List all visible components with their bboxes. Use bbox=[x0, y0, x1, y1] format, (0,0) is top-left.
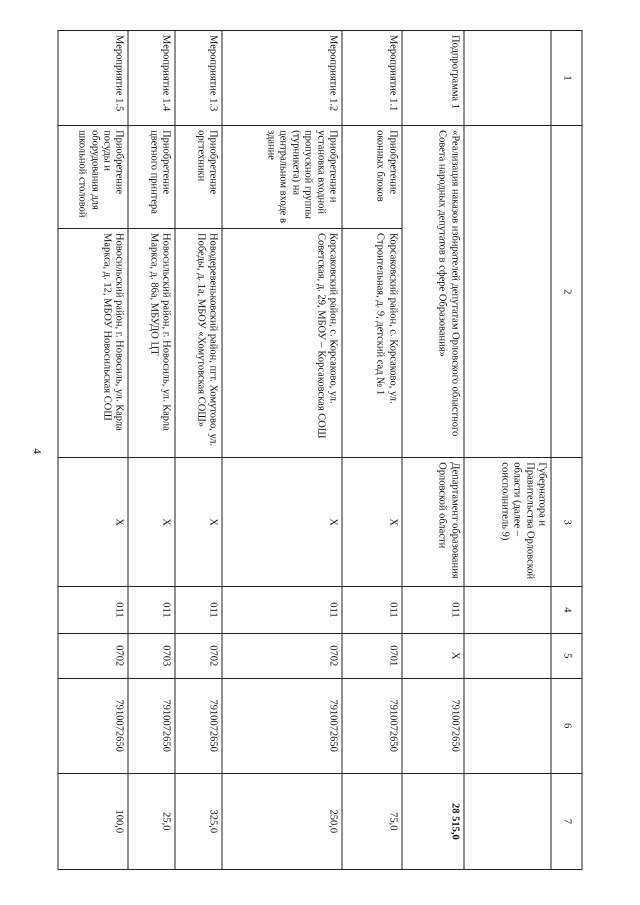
table-row bbox=[175, 31, 222, 870]
subprogram-csr: 7910072650 bbox=[402, 678, 464, 773]
table-row bbox=[58, 31, 129, 870]
subprogram-amount: 28 515,0 bbox=[402, 773, 464, 869]
row-rzpr: 0702 bbox=[222, 633, 342, 678]
row-executor: X bbox=[342, 458, 402, 587]
row-csr: 7910072650 bbox=[222, 678, 342, 773]
row-id: Мероприятие 1.2 bbox=[222, 31, 342, 126]
row-grbs: 011 bbox=[342, 586, 402, 633]
row-executor: X bbox=[129, 458, 176, 587]
row-amount: 75,0 bbox=[342, 773, 402, 869]
header-col-6: 6 bbox=[551, 678, 582, 773]
row-rzpr: 0702 bbox=[175, 633, 222, 678]
row-rzpr: 0703 bbox=[129, 633, 176, 678]
row-name: Приобретение посуды и оборудования для школьной столовой bbox=[58, 126, 129, 229]
table-row bbox=[129, 31, 176, 870]
row-id: Мероприятие 1.3 bbox=[175, 31, 222, 126]
row-csr: 7910072650 bbox=[175, 678, 222, 773]
rotated-table-container bbox=[58, 30, 583, 870]
header-col-4: 4 bbox=[551, 586, 582, 633]
subprogram-executor: Департамент образования Орловской области bbox=[402, 458, 464, 587]
row-executor: X bbox=[175, 458, 222, 587]
header-col-7: 7 bbox=[551, 773, 582, 869]
subprogram-rzpr: X bbox=[402, 633, 464, 678]
row-name: Приобретение цветного принтера bbox=[129, 126, 176, 229]
row-amount: 250,0 bbox=[222, 773, 342, 869]
row-csr: 7910072650 bbox=[58, 678, 129, 773]
row-amount: 25,0 bbox=[129, 773, 176, 869]
row-executor: X bbox=[58, 458, 129, 587]
row-address: Новосильский район, г. Новосиль, ул. Карла Маркса, д. 12, МБОУ Новосильская СОШ bbox=[58, 228, 129, 457]
table-row bbox=[342, 31, 402, 870]
row-name: Приобретение и установка входной пропускной группы (турникета) на центральном входе в здание bbox=[222, 126, 342, 229]
row-address: Новосильский район, г. Новосиль, ул. Карла Маркса, д. 86а, МБУДО ЦТ bbox=[129, 228, 176, 457]
header-col-2: 2 bbox=[551, 126, 582, 458]
row-grbs: 011 bbox=[175, 586, 222, 633]
row-amount: 100,0 bbox=[58, 773, 129, 869]
header-col-3: 3 bbox=[551, 458, 582, 587]
table-row-subprogram bbox=[402, 31, 464, 870]
row-grbs: 011 bbox=[222, 586, 342, 633]
header-row bbox=[551, 31, 582, 870]
row-name: Приобретение оконных блоков bbox=[342, 126, 402, 229]
row-csr: 7910072650 bbox=[129, 678, 176, 773]
row-grbs: 011 bbox=[58, 586, 129, 633]
row-address: Корсаковский район, с. Корсаково, ул. Строительная, д. 9, детский сад № 1 bbox=[342, 228, 402, 457]
row-grbs: 011 bbox=[129, 586, 176, 633]
page-number: 4 bbox=[30, 448, 43, 454]
row-address: Корсаковский район, с. Корсаково, ул. Советская, д. 29, МБОУ – Корсаковская СОШ bbox=[222, 228, 342, 457]
subprogram-label: Подпрограмма 1 bbox=[402, 31, 464, 126]
row-rzpr: 0702 bbox=[58, 633, 129, 678]
row-address: Новодеревеньковский район, пгт. Хомутово, ул. Победы, д. 1а, МБОУ «Хомутовская СОШ» bbox=[175, 228, 222, 457]
subprogram-title: «Реализация наказов избирателей депутатам Орловского областного Совета народных депутатов в сфере Образования» bbox=[402, 126, 464, 458]
budget-table bbox=[58, 30, 583, 870]
row-name: Приобретение оргтехники bbox=[175, 126, 222, 229]
row-csr: 7910072650 bbox=[342, 678, 402, 773]
row-executor: X bbox=[222, 458, 342, 587]
row-id: Мероприятие 1.4 bbox=[129, 31, 176, 126]
subprogram-grbs: 011 bbox=[402, 586, 464, 633]
table-row bbox=[222, 31, 342, 870]
row-rzpr: 0701 bbox=[342, 633, 402, 678]
row-amount: 325,0 bbox=[175, 773, 222, 869]
governor-cell: Губернатора и Правительства Орловской области (далее – соисполнитель 9) bbox=[464, 458, 552, 587]
header-col-1: 1 bbox=[551, 31, 582, 126]
row-id: Мероприятие 1.1 bbox=[342, 31, 402, 126]
header-col-5: 5 bbox=[551, 633, 582, 678]
table-row-governor bbox=[464, 31, 552, 870]
row-id: Мероприятие 1.5 bbox=[58, 31, 129, 126]
